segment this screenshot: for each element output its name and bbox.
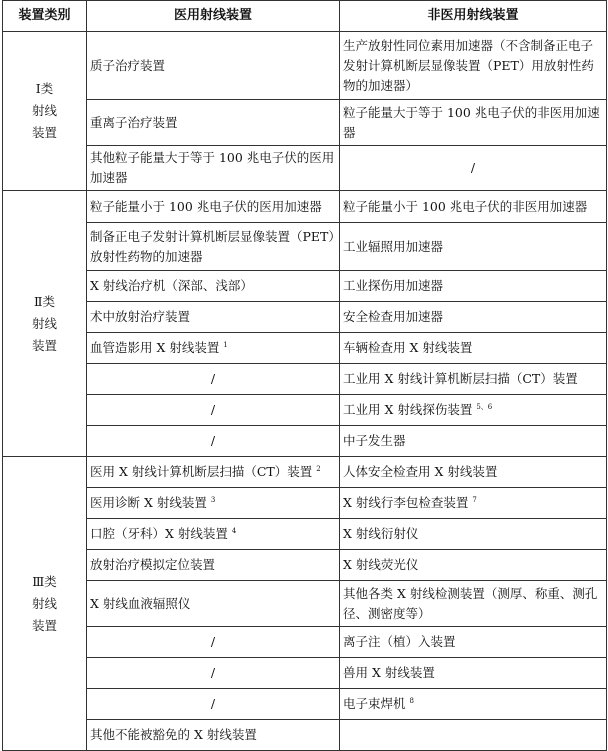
medical-cell: 放射治疗模拟定位装置: [87, 550, 340, 581]
medical-cell: /: [87, 627, 340, 658]
table-row: [3, 426, 607, 457]
nonmedical-cell: 工业辐照用加速器: [340, 223, 607, 271]
category-class3: Ⅲ类 射线 装置: [3, 457, 87, 751]
nonmedical-cell: 粒子能量大于等于 100 兆电子伏的非医用加速器: [340, 100, 607, 146]
medical-cell: X 射线血液辐照仪: [87, 581, 340, 627]
radiation-device-classification-table: [2, 0, 607, 751]
medical-cell: X 射线治疗机（深部、浅部）: [87, 271, 340, 302]
header-nonmedical: 非医用射线装置: [340, 1, 607, 32]
table-row: [3, 333, 607, 364]
medical-cell: 口腔（牙科）X 射线装置 $^4$: [87, 519, 340, 550]
footnote-marker: 7: [472, 495, 477, 504]
medical-cell: 术中放射治疗装置: [87, 302, 340, 333]
medical-cell: 医用诊断 X 射线装置 $^3$: [87, 488, 340, 519]
header-medical: 医用射线装置: [87, 1, 340, 32]
nonmedical-cell: 车辆检查用 X 射线装置: [340, 333, 607, 364]
nonmedical-cell: /: [340, 146, 607, 191]
footnote-marker: 3: [210, 495, 216, 504]
nonmedical-cell: X 射线衍射仪: [340, 519, 607, 550]
nonmedical-cell-empty: [340, 720, 607, 751]
medical-cell: 医用 X 射线计算机断层扫描（CT）装置 $^2$: [87, 457, 340, 488]
footnote-marker: 1: [223, 340, 228, 349]
nonmedical-cell: 安全检查用加速器: [340, 302, 607, 333]
medical-cell: 重离子治疗装置: [87, 100, 340, 146]
table-row: [3, 271, 607, 302]
medical-cell: /: [87, 364, 340, 395]
table-row: [3, 519, 607, 550]
nonmedical-cell: X 射线行李包检查装置 $^7$: [340, 488, 607, 519]
footnote-marker: 2: [316, 464, 321, 473]
nonmedical-cell: 工业探伤用加速器: [340, 271, 607, 302]
footnote-marker: 8: [409, 696, 414, 705]
table-row: [3, 720, 607, 751]
table-row: [3, 146, 607, 191]
nonmedical-cell: 粒子能量小于 100 兆电子伏的非医用加速器: [340, 191, 607, 223]
footnote-marker: 4: [231, 526, 237, 535]
nonmedical-cell: 工业用 X 射线探伤装置 $^{5、6}$: [340, 395, 607, 426]
medical-cell: 粒子能量小于 100 兆电子伏的医用加速器: [87, 191, 340, 223]
table-row: [3, 302, 607, 333]
nonmedical-cell: X 射线荧光仪: [340, 550, 607, 581]
table-row: [3, 457, 607, 488]
nonmedical-cell: 电子束焊机 $^8$: [340, 689, 607, 720]
category-class1: Ⅰ类 射线 装置: [3, 32, 87, 191]
table-row: [3, 550, 607, 581]
table-row: [3, 223, 607, 271]
nonmedical-cell: 兽用 X 射线装置: [340, 658, 607, 689]
table-row: [3, 658, 607, 689]
table-row: [3, 581, 607, 627]
category-class2: Ⅱ类 射线 装置: [3, 191, 87, 457]
medical-cell: /: [87, 658, 340, 689]
table-row: [3, 32, 607, 100]
medical-cell: /: [87, 395, 340, 426]
medical-cell: 血管造影用 X 射线装置 $^1$: [87, 333, 340, 364]
table-row: [3, 191, 607, 223]
medical-cell: /: [87, 689, 340, 720]
nonmedical-cell: 人体安全检查用 X 射线装置: [340, 457, 607, 488]
table-row: [3, 488, 607, 519]
footnote-marker: 5、6: [476, 402, 493, 411]
medical-cell: 其他粒子能量大于等于 100 兆电子伏的医用加速器: [87, 146, 340, 191]
table-row: [3, 627, 607, 658]
nonmedical-cell: 中子发生器: [340, 426, 607, 457]
table-row: [3, 364, 607, 395]
header-category: 装置类别: [3, 1, 87, 32]
nonmedical-cell: 工业用 X 射线计算机断层扫描（CT）装置: [340, 364, 607, 395]
medical-cell: /: [87, 426, 340, 457]
table-row: [3, 100, 607, 146]
table-row: [3, 395, 607, 426]
nonmedical-cell: 其他各类 X 射线检测装置（测厚、称重、测孔径、测密度等）: [340, 581, 607, 627]
medical-cell: 制备正电子发射计算机断层显像装置（PET）放射性药物的加速器: [87, 223, 340, 271]
table-header-row: [3, 1, 607, 32]
medical-cell: 质子治疗装置: [87, 32, 340, 100]
table-row: [3, 689, 607, 720]
nonmedical-cell: 离子注（植）入装置: [340, 627, 607, 658]
nonmedical-cell: 生产放射性同位素用加速器（不含制备正电子发射计算机断层显像装置（PET）用放射性药物的加速器）: [340, 32, 607, 100]
medical-cell: 其他不能被豁免的 X 射线装置: [87, 720, 340, 751]
